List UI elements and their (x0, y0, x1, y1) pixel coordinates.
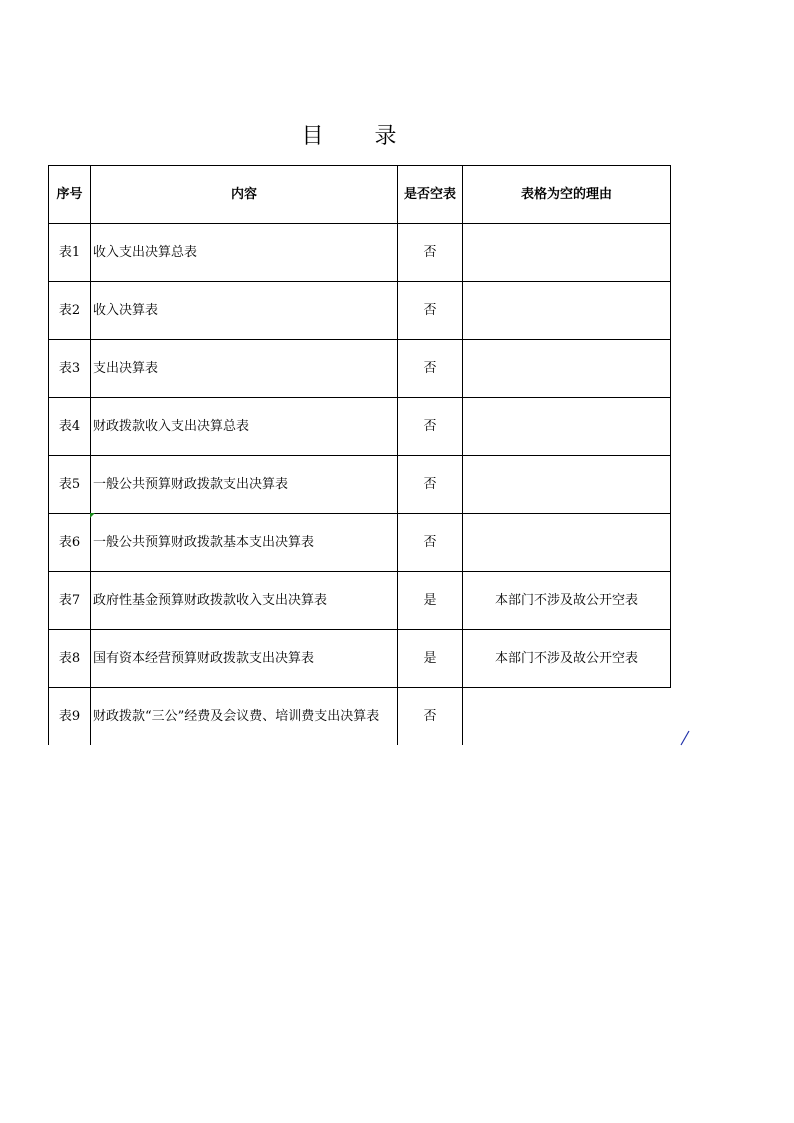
row-seq: 表9 (49, 688, 91, 746)
row-is-empty: 否 (398, 688, 463, 746)
row-seq: 表1 (49, 224, 91, 282)
cell-comment-marker (90, 513, 95, 518)
row-content: 财政拨款“三公”经费及会议费、培训费支出决算表 (91, 688, 398, 746)
header-reason: 表格为空的理由 (463, 166, 671, 224)
row-content: 支出决算表 (91, 340, 398, 398)
row-reason: 本部门不涉及故公开空表 (463, 630, 671, 688)
row-seq: 表5 (49, 456, 91, 514)
table-row (49, 456, 671, 514)
row-seq: 表8 (49, 630, 91, 688)
table-row (49, 514, 671, 572)
table-row (49, 572, 671, 630)
row-content: 政府性基金预算财政拨款收入支出决算表 (91, 572, 398, 630)
row-seq: 表4 (49, 398, 91, 456)
row-reason: 本部门不涉及故公开空表 (463, 572, 671, 630)
row-seq: 表6 (49, 514, 91, 572)
row-content: 一般公共预算财政拨款基本支出决算表 (91, 514, 398, 572)
header-row (49, 166, 671, 224)
row-content: 财政拨款收入支出决算总表 (91, 398, 398, 456)
table-row (49, 340, 671, 398)
row-is-empty: 否 (398, 224, 463, 282)
table-row (49, 688, 671, 746)
header-seq: 序号 (49, 166, 91, 224)
row-is-empty: 否 (398, 514, 463, 572)
table-row (49, 630, 671, 688)
row-reason (463, 456, 671, 514)
pen-stroke-mark (679, 730, 691, 746)
row-content: 一般公共预算财政拨款支出决算表 (91, 456, 398, 514)
row-reason (463, 688, 671, 746)
row-reason (463, 514, 671, 572)
header-content: 内容 (91, 166, 398, 224)
row-reason (463, 282, 671, 340)
row-content: 收入支出决算总表 (91, 224, 398, 282)
row-is-empty: 否 (398, 340, 463, 398)
row-content: 国有资本经营预算财政拨款支出决算表 (91, 630, 398, 688)
row-reason (463, 224, 671, 282)
table-row (49, 224, 671, 282)
row-is-empty: 是 (398, 630, 463, 688)
row-seq: 表3 (49, 340, 91, 398)
row-is-empty: 是 (398, 572, 463, 630)
row-content: 收入决算表 (91, 282, 398, 340)
table-row (49, 282, 671, 340)
row-is-empty: 否 (398, 282, 463, 340)
header-is-empty: 是否空表 (398, 166, 463, 224)
page-title: 目 录 (301, 124, 419, 149)
toc-table (48, 165, 671, 745)
row-reason (463, 340, 671, 398)
row-is-empty: 否 (398, 398, 463, 456)
row-seq: 表7 (49, 572, 91, 630)
table-row (49, 398, 671, 456)
row-is-empty: 否 (398, 456, 463, 514)
row-reason (463, 398, 671, 456)
row-seq: 表2 (49, 282, 91, 340)
